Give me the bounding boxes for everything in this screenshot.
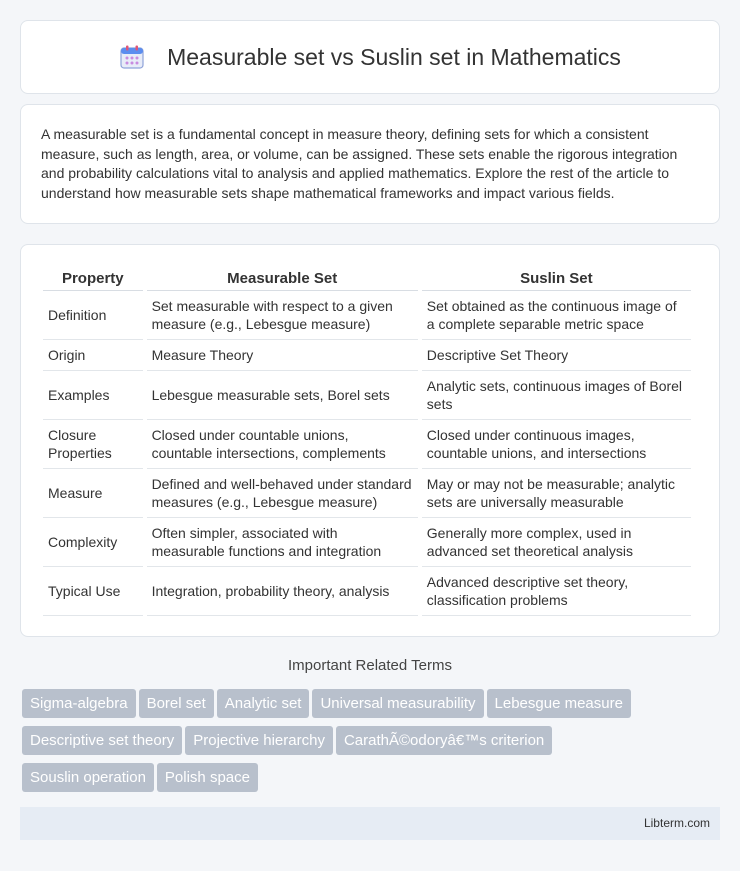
table-header-row [43, 263, 691, 291]
footer-link[interactable]: Libterm.com [643, 816, 710, 830]
table-cell: Measure Theory [147, 340, 418, 371]
table-cell: Closed under countable unions, countable intersections, complements [147, 420, 418, 469]
related-terms-list [22, 689, 722, 800]
term-tag[interactable]: Sigma-algebra [22, 689, 136, 718]
term-tag[interactable]: Projective hierarchy [185, 726, 333, 755]
term-tag[interactable]: Universal measurability [312, 689, 483, 718]
table-cell: Descriptive Set Theory [422, 340, 691, 371]
table-row [43, 518, 691, 567]
table-row [43, 291, 691, 340]
table-cell: Analytic sets, continuous images of Borel sets [422, 371, 691, 420]
table-row [43, 420, 691, 469]
term-tag[interactable]: CarathÃ©odoryâ€™s criterion [336, 726, 552, 755]
term-tag[interactable]: Analytic set [217, 689, 310, 718]
table-row [43, 469, 691, 518]
table-cell: Typical Use [43, 567, 143, 616]
table-header-cell: Measurable Set [147, 263, 418, 291]
calendar-icon [119, 44, 145, 70]
footer [20, 807, 720, 840]
term-tag[interactable]: Descriptive set theory [22, 726, 182, 755]
comparison-table-card [20, 244, 720, 637]
table-row [43, 567, 691, 616]
intro-text: A measurable set is a fundamental concept in measure theory, defining sets for which a consistent measure, such as length, area, or volume, can be assigned. These sets enable the rigorous integration and probability calculations vital to analysis and applied mathematics. Explore the rest of the article to understand how measurable sets shape mathematical frameworks and impact various fields. [41, 126, 678, 201]
table-cell: Integration, probability theory, analysis [147, 567, 418, 616]
table-cell: Measure [43, 469, 143, 518]
table-cell: Defined and well-behaved under standard measures (e.g., Lebesgue measure) [147, 469, 418, 518]
table-cell: Advanced descriptive set theory, classification problems [422, 567, 691, 616]
table-cell: Set obtained as the continuous image of a complete separable metric space [422, 291, 691, 340]
related-terms-title: Important Related Terms [288, 657, 452, 674]
table-cell: Closed under continuous images, countable unions, and intersections [422, 420, 691, 469]
header-card [20, 20, 720, 94]
page-title: Measurable set vs Suslin set in Mathematics [167, 43, 621, 70]
table-header-cell: Property [43, 263, 143, 291]
table-cell: Examples [43, 371, 143, 420]
table-cell: Often simpler, associated with measurable functions and integration [147, 518, 418, 567]
table-cell: Complexity [43, 518, 143, 567]
table-row [43, 340, 691, 371]
term-tag[interactable]: Lebesgue measure [487, 689, 631, 718]
intro-card [20, 104, 720, 224]
table-cell: Generally more complex, used in advanced set theoretical analysis [422, 518, 691, 567]
table-cell: Definition [43, 291, 143, 340]
term-tag[interactable]: Polish space [157, 763, 258, 792]
table-row [43, 371, 691, 420]
table-header-cell: Suslin Set [422, 263, 691, 291]
table-cell: Lebesgue measurable sets, Borel sets [147, 371, 418, 420]
term-tag[interactable]: Souslin operation [22, 763, 154, 792]
table-cell: Set measurable with respect to a given measure (e.g., Lebesgue measure) [147, 291, 418, 340]
table-cell: Origin [43, 340, 143, 371]
table-cell: Closure Properties [43, 420, 143, 469]
term-tag[interactable]: Borel set [139, 689, 214, 718]
comparison-table [39, 263, 695, 616]
table-cell: May or may not be measurable; analytic sets are universally measurable [422, 469, 691, 518]
